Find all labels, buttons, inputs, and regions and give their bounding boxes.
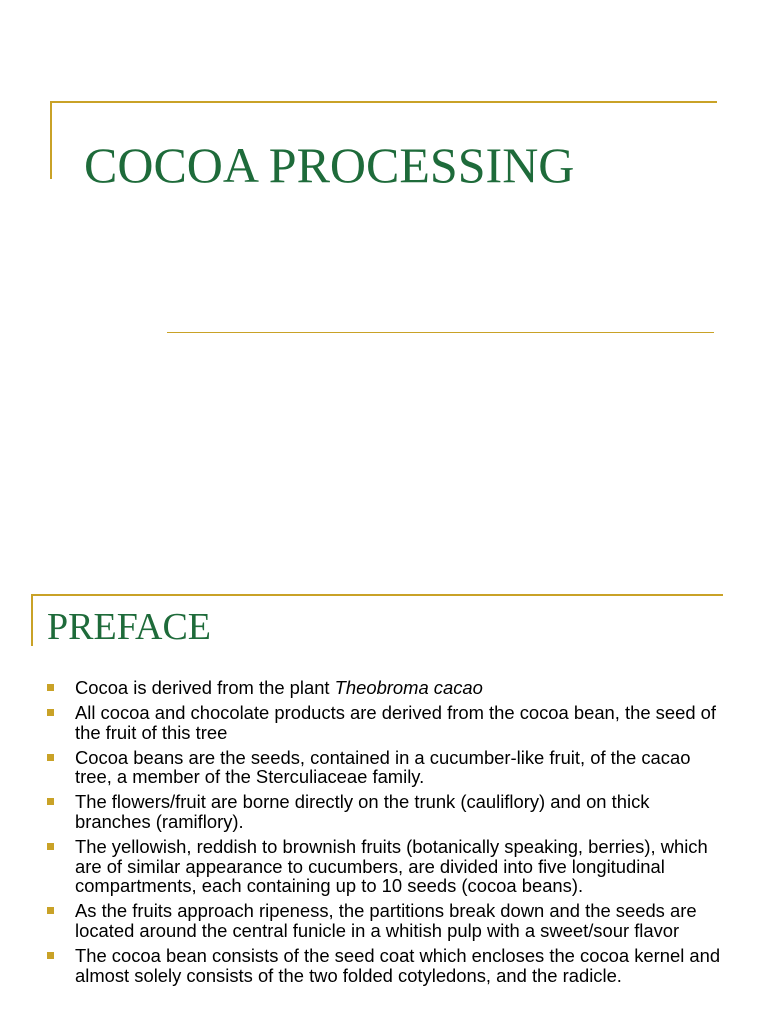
square-bullet-icon: [47, 907, 54, 914]
section-title: PREFACE: [47, 606, 212, 648]
title-frame-left-rule: [50, 101, 52, 179]
bullet-list: [47, 678, 727, 991]
bullet-item: [47, 703, 727, 742]
square-bullet-icon: [47, 952, 54, 959]
bullet-italic-text: Theobroma cacao: [334, 677, 483, 698]
square-bullet-icon: [47, 684, 54, 691]
bullet-text: All cocoa and chocolate products are derived from the cocoa bean, the seed of the fruit of this tree: [75, 702, 717, 743]
bullet-text: The yellowish, reddish to brownish fruits (botanically speaking, berries), which are of similar appearance to cucumbers, are divided into five longitudinal compartments, each containing up to 10 seeds (cocoa beans).: [75, 836, 708, 897]
bullet-item: [47, 792, 727, 831]
title-underline-rule: [167, 332, 714, 333]
bullet-item: [47, 837, 727, 896]
bullet-item: [47, 946, 727, 985]
bullet-item: [47, 678, 727, 698]
slide-title: COCOA PROCESSING: [84, 137, 575, 193]
bullet-text: The flowers/fruit are borne directly on the trunk (cauliflory) and on thick branches (ramiflory).: [75, 791, 650, 833]
bullet-item: [47, 901, 727, 940]
preface-frame-top-rule: [31, 594, 723, 596]
preface-frame-left-rule: [31, 594, 33, 646]
bullet-text: Cocoa is derived from the plant: [75, 677, 335, 698]
bullet-text: As the fruits approach ripeness, the partitions break down and the seeds are located around the central funicle in a whitish pulp with a sweet/sour flavor: [75, 900, 697, 942]
bullet-item: [47, 748, 727, 787]
square-bullet-icon: [47, 798, 54, 805]
square-bullet-icon: [47, 843, 54, 850]
bullet-text: Cocoa beans are the seeds, contained in a cucumber-like fruit, of the cacao tree, a member of the Sterculiaceae family.: [75, 746, 691, 788]
square-bullet-icon: [47, 754, 54, 761]
bullet-text: The cocoa bean consists of the seed coat which encloses the cocoa kernel and almost solely consists of the two folded cotyledons, and the radicle.: [75, 945, 721, 986]
square-bullet-icon: [47, 709, 54, 716]
title-frame-top-rule: [50, 101, 717, 103]
